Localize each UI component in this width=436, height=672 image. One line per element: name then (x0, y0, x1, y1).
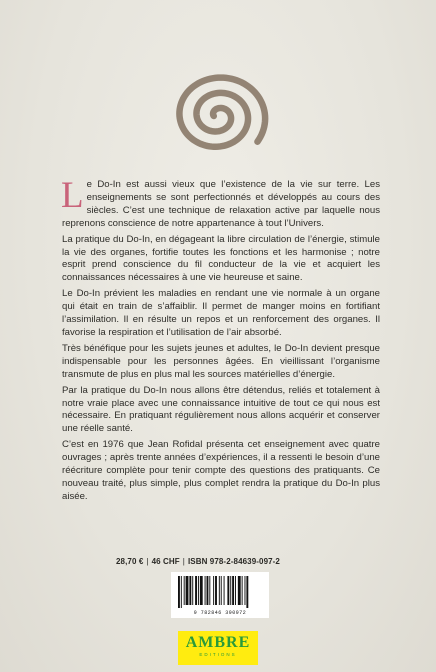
barcode-bar (245, 576, 246, 605)
paragraph-1-text: e Do-In est aussi vieux que l’existence de la vie sur terre. Les enseignements se sont perfectionnés et développés au cours des siècles. C’est une technique de relaxation active par laquelle nous reprenons conscience de notre appartenance à tout l’Univers. (62, 179, 380, 229)
barcode-bar (181, 576, 182, 608)
barcode-bar (221, 576, 222, 605)
spiral-emblem (158, 66, 276, 172)
publisher-logo (178, 631, 258, 665)
paragraph-1 (61, 175, 380, 231)
barcode-bar (198, 576, 199, 605)
barcode (171, 572, 269, 618)
barcode-bar (192, 576, 193, 605)
spiral-icon (158, 66, 276, 172)
paragraph-6: C’est en 1976 que Jean Rofidal présenta cet enseignement avec quatre ouvrages ; après trente années d’expériences, il a ressenti le besoin d’une réécriture complète pour tenir compte des questions des pratiquants. Ce nouveau traité, plus simple, plus complet rendra la pratique du Do-In plus aisée. (62, 439, 380, 502)
price-chf: 46 CHF (151, 557, 180, 566)
separator: | (146, 557, 149, 566)
barcode-bar (227, 576, 229, 605)
publisher-sub: EDITIONS (199, 652, 237, 657)
barcode-bars (177, 576, 263, 608)
barcode-digits: 9 782846 390972 (193, 610, 247, 616)
barcode-bar (230, 576, 231, 605)
paragraph-5: Par la pratique du Do-In nous allons être détendus, reliés et totalement à notre vraie place avec une connaissance intuitive de tout ce qui nous est nécessaire. En pratiquant régulièrement nous allons acquérir et conserver une réelle santé. (62, 384, 380, 435)
dropcap-letter: L (61, 175, 84, 216)
barcode-bar (178, 576, 180, 608)
separator: | (182, 557, 185, 566)
barcode-bar (195, 576, 197, 605)
barcode-bar (242, 576, 243, 605)
barcode-bar (232, 576, 234, 605)
barcode-bar (238, 576, 241, 605)
barcode-bar (209, 576, 210, 605)
barcode-bar (219, 576, 220, 605)
paragraph-4: Très bénéfique pour les sujets jeunes et adultes, le Do-In devient presque indispensable pour les personnes âgées. En vieillissant l’organisme transmute de plus en plus mal les sources matérielles d’énergie. (62, 342, 380, 380)
barcode-bar (246, 576, 248, 608)
barcode-bar (200, 576, 203, 605)
price-isbn-line (116, 557, 336, 566)
barcode-bar (213, 576, 214, 605)
price-eur: 28,70 € (116, 557, 144, 566)
paragraph-2: La pratique du Do-In, en dégageant la libre circulation de l’énergie, stimule la vie des organes, fortifie toutes les fonctions et les harmonise ; notre esprit prend conscience du fil conducteur de la vie et acquiert les connaissances nécessaires à une vie heureuse et saine. (62, 233, 380, 284)
barcode-bar (215, 576, 217, 605)
barcode-bar (235, 576, 236, 605)
barcode-bar (184, 576, 185, 605)
paragraph-3: Le Do-In prévient les maladies en rendant une vie normale à un organe qui était en train de s’affaiblir. Il permet de manger moins en fortifiant l’assimilation. Il en résulte un repos et un renforcement des organes. Il favorise la respiration et l’utilisation de l’air absorbé. (62, 288, 380, 338)
barcode-bar (186, 576, 189, 605)
spiral-stroke (179, 78, 265, 147)
barcode-bar (205, 576, 206, 605)
isbn: ISBN 978-2-84639-097-2 (187, 557, 280, 566)
back-cover-text (61, 175, 380, 507)
barcode-bar (207, 576, 209, 605)
barcode-bar (189, 576, 191, 605)
barcode-bar (224, 576, 225, 605)
publisher-name: AMBRE (185, 634, 251, 651)
